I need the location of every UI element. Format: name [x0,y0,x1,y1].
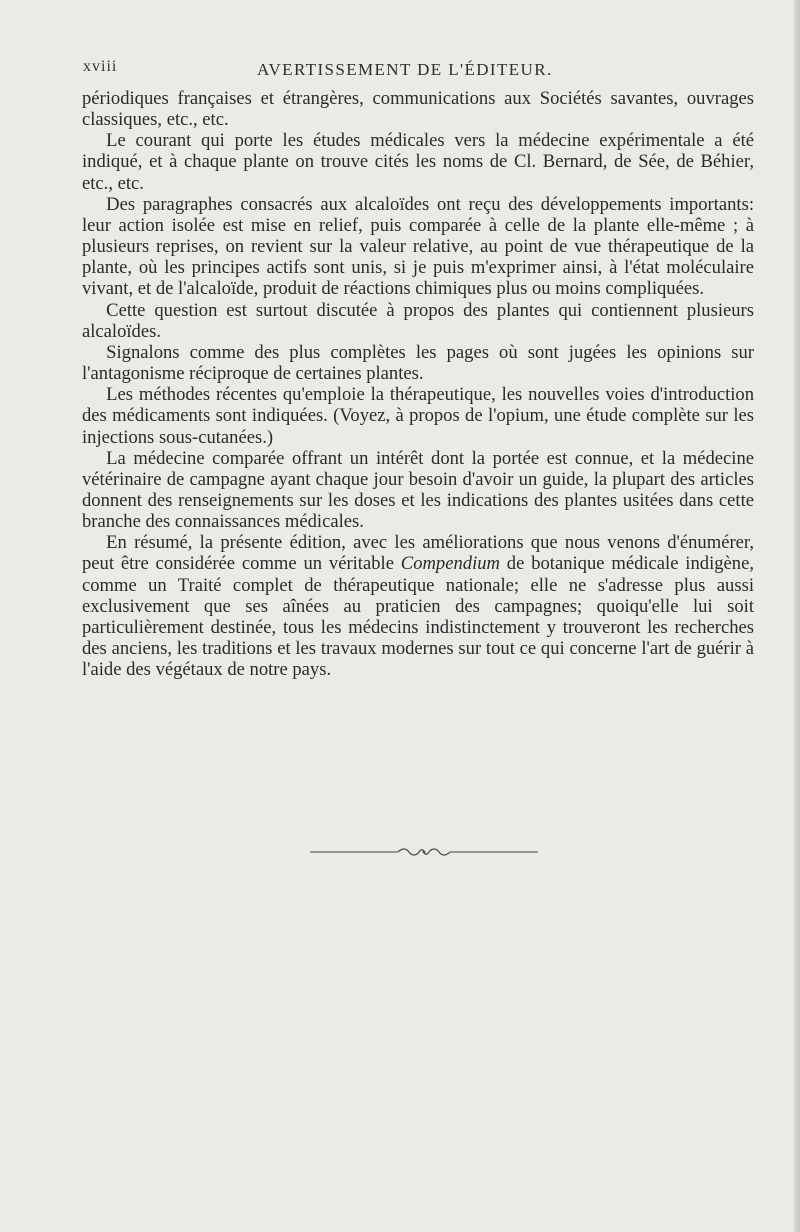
paragraph-continued: périodiques françaises et étrangères, communications aux Sociétés savantes, ouvrages classiques, etc., etc. [82,88,754,131]
ornament-icon [310,847,538,857]
summary-text-start: En résumé, la présente édition, avec les améliorations que nous venons d'énumérer, peut être considérée comme un véritable [82,532,754,575]
paragraph-veterinary: La médecine comparée offrant un intérêt dont la portée est connue, et la médecine vétérinaire de campagne ayant chaque jour besoin d'avoir un guide, la plupart des articles donnent des renseignements sur les doses et les indications des plantes usitées dans cette branche des connaissances médicales. [82,447,754,533]
summary-italic-term: Compendium [400,553,500,575]
paragraph-experimental-medicine: Le courant qui porte les études médicales vers la médecine expérimentale a été indiqué, et à chaque plante on trouve cités les noms de Cl. Bernard, de Sée, de Béhier, etc., etc. [82,130,754,194]
summary-text-end: de botanique médicale indigène, comme un Traité complet de thérapeutique nationale; elle ne s'adresse plus aussi exclusivement que ses aînées au praticien des campagnes; quoiqu'elle lui soit particulièrement destinée, tous les médecins indistinctement y trouveront les recherches des anciens, les traditions et les travaux modernes sur tout ce qui concerne l'art de guérir à l'aide des végétaux de notre pays. [82,553,754,681]
ornament-divider [310,847,538,857]
page-number: xviii [83,58,118,75]
running-header [83,58,753,82]
paragraph-question: Cette question est surtout discutée à propos des plantes qui contiennent plusieurs alcaloïdes. [82,299,754,342]
paragraph-methods: Les méthodes récentes qu'emploie la thérapeutique, les nouvelles voies d'introduction des médicaments sont indiquées. (Voyez, à propos de l'opium, une étude complète sur les injections sous-cutanées.) [82,384,754,448]
body-text [82,88,754,680]
paragraph-antagonism: Signalons comme des plus complètes les pages où sont jugées les opinions sur l'antagonisme réciproque de certaines plantes. [82,341,754,385]
paragraph-alkaloids: Des paragraphes consacrés aux alcaloïdes ont reçu des développements importants: leur action isolée est mise en relief, puis comparée à celle de la plante elle-même ; à plusieurs reprises, on revient sur la valeur relative, au point de vue thérapeutique de la plante, où les principes actifs sont unis, si je puis m'exprimer ainsi, à l'état moléculaire vivant, et de l'alcaloïde, produit de réactions chimiques plus ou moins compliquées. [82,193,754,300]
running-title: AVERTISSEMENT DE L'ÉDITEUR. [257,60,553,79]
paragraph-summary [82,532,754,680]
page-edge-shadow [794,0,800,1232]
